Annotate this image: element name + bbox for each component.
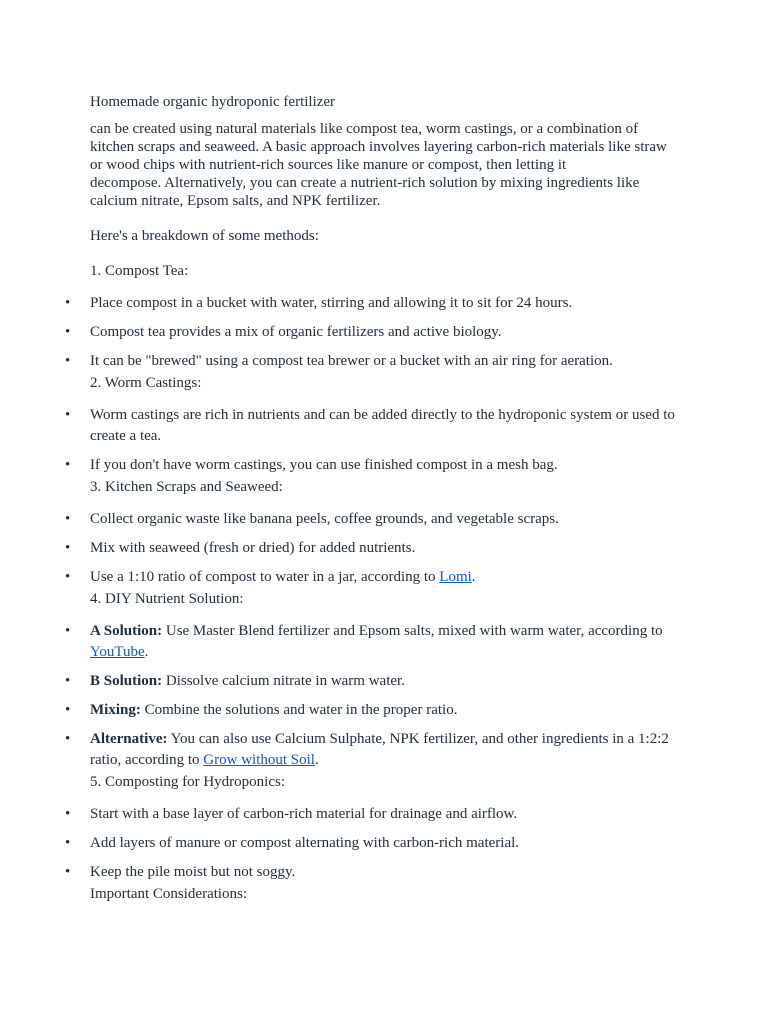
list-item	[65, 671, 680, 692]
list-item-end: .	[314, 752, 319, 768]
section-heading-kitchen-scraps: 3. Kitchen Scraps and Seaweed:	[90, 479, 283, 495]
intro-line: calcium nitrate, Epsom salts, and NPK fertilizer.	[90, 193, 381, 209]
bullet-icon: •	[65, 835, 71, 851]
intro-line: decompose. Alternatively, you can create a nutrient-rich solution by mixing ingredients like	[90, 175, 640, 191]
breakdown-text: Here's a breakdown of some methods:	[90, 228, 319, 244]
list-item-text: Collect organic waste like banana peels, coffee grounds, and vegetable scraps.	[90, 511, 559, 527]
intro-line: can be created using natural materials like compost tea, worm castings, or a combination of	[90, 121, 639, 137]
list-item-text: If you don't have worm castings, you can use finished compost in a mesh bag.	[90, 457, 558, 473]
intro-line: or wood chips with nutrient-rich sources like manure or compost, then letting it	[90, 157, 567, 173]
list-item-text: Combine the solutions and water in the proper ratio.	[140, 702, 458, 718]
list-item	[65, 621, 680, 663]
list-item	[65, 405, 680, 447]
list-item-text: Start with a base layer of carbon-rich material for drainage and airflow.	[90, 806, 518, 822]
list-item-text: You can also use Calcium Sulphate, NPK fertilizer, and other ingredients in a 1:2:2 ratio, according to	[90, 731, 669, 768]
item-label: B Solution:	[90, 673, 163, 689]
composting-list	[65, 804, 680, 883]
bullet-icon: •	[65, 324, 71, 340]
list-item-text: Dissolve calcium nitrate in warm water.	[162, 673, 405, 689]
item-label: Alternative:	[90, 731, 168, 747]
worm-castings-list	[65, 405, 680, 476]
bullet-icon: •	[65, 353, 71, 369]
list-item-text: Add layers of manure or compost alternating with carbon-rich material.	[90, 835, 520, 851]
document-title: Homemade organic hydroponic fertilizer	[90, 94, 336, 110]
list-item	[65, 509, 680, 530]
list-item-end: .	[471, 569, 476, 585]
list-item-text: Worm castings are rich in nutrients and can be added directly to the hydroponic system or used to create a tea.	[90, 407, 675, 444]
list-item-text: Use Master Blend fertilizer and Epsom salts, mixed with warm water, according to	[162, 623, 663, 639]
list-item	[65, 729, 680, 771]
bullet-icon: •	[65, 864, 71, 880]
list-item-text: Compost tea provides a mix of organic fertilizers and active biology.	[90, 324, 502, 340]
diy-solution-list	[65, 621, 680, 771]
grow-without-soil-link[interactable]: Grow without Soil	[203, 752, 315, 768]
bullet-icon: •	[65, 407, 71, 423]
section-heading-diy-solution: 4. DIY Nutrient Solution:	[90, 591, 244, 607]
list-item	[65, 833, 680, 854]
youtube-link[interactable]: YouTube	[90, 644, 145, 660]
bullet-icon: •	[65, 623, 71, 639]
intro-line: kitchen scraps and seaweed. A basic approach involves layering carbon-rich materials like straw	[90, 139, 667, 155]
list-item	[65, 351, 680, 372]
bullet-icon: •	[65, 806, 71, 822]
list-item-text: Mix with seaweed (fresh or dried) for added nutrients.	[90, 540, 416, 556]
list-item	[65, 293, 680, 314]
list-item	[65, 804, 680, 825]
bullet-icon: •	[65, 457, 71, 473]
compost-tea-list	[65, 293, 680, 372]
list-item	[65, 322, 680, 343]
section-heading-compost-tea: 1. Compost Tea:	[90, 263, 189, 279]
list-item-text: It can be "brewed" using a compost tea brewer or a bucket with an air ring for aeration.	[90, 353, 613, 369]
list-item-end: .	[144, 644, 149, 660]
bullet-icon: •	[65, 702, 71, 718]
lomi-link[interactable]: Lomi	[439, 569, 472, 585]
list-item-text: Place compost in a bucket with water, stirring and allowing it to sit for 24 hours.	[90, 295, 573, 311]
list-item	[65, 862, 680, 883]
bullet-icon: •	[65, 569, 71, 585]
document-page	[65, 92, 680, 903]
bullet-icon: •	[65, 731, 71, 747]
list-item	[65, 538, 680, 559]
important-considerations-heading: Important Considerations:	[90, 886, 248, 902]
list-item-text: Keep the pile moist but not soggy.	[90, 864, 296, 880]
item-label: Mixing:	[90, 702, 141, 718]
bullet-icon: •	[65, 511, 71, 527]
list-item-text: Use a 1:10 ratio of compost to water in a jar, according to	[90, 569, 440, 585]
list-item	[65, 567, 680, 588]
bullet-icon: •	[65, 295, 71, 311]
intro-paragraph	[90, 120, 675, 210]
list-item	[65, 455, 680, 476]
item-label: A Solution:	[90, 623, 163, 639]
bullet-icon: •	[65, 673, 71, 689]
list-item	[65, 700, 680, 721]
section-heading-composting: 5. Composting for Hydroponics:	[90, 774, 285, 790]
bullet-icon: •	[65, 540, 71, 556]
kitchen-scraps-list	[65, 509, 680, 588]
section-heading-worm-castings: 2. Worm Castings:	[90, 375, 202, 391]
